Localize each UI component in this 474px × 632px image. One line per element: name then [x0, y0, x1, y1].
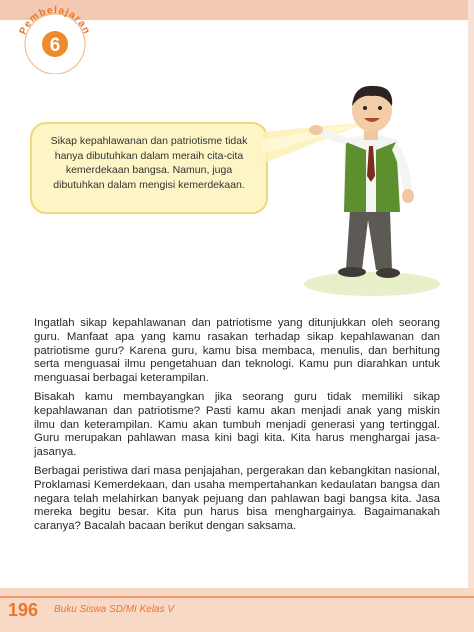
lesson-badge — [12, 4, 98, 74]
teacher-illustration — [300, 80, 450, 300]
page-edge — [468, 0, 474, 632]
body-text — [34, 317, 440, 539]
book-title: Buku Siswa SD/MI Kelas V — [54, 604, 175, 615]
speech-bubble — [30, 122, 268, 214]
paragraph: Bisakah kamu membayangkan jika seorang guru tidak memiliki sikap kepahlawanan dan patriotisme? Pasti kamu akan menjadi anak yang miskin ilmu dan keterampilan. Kamu akan tumbuh menjadi generasi yang tertinggal. Guru merupakan pahlawan masa kini bagi kita. Kita harus menghargai jasa-jasanya. — [34, 390, 440, 459]
paragraph: Ingatlah sikap kepahlawanan dan patriotisme yang ditunjukkan oleh seorang guru. Manfaat apa yang kamu rasakan terhadap sikap kepahlawanan dan patriotisme guru? Karena guru, kamu bisa membaca, menulis, dan berhitung serta menguasai ilmu pengetahuan dan teknologi. Kamu pun diarahkan untuk menguasai berbagai keterampilan. — [34, 317, 440, 385]
badge-label: Pembelajaran — [17, 4, 93, 37]
badge-number: 6 — [49, 35, 61, 56]
speech-bubble-text: Sikap kepahlawanan dan patriotisme tidak hanya dibutuhkan dalam meraih cita-cita kemerdekaan bangsa. Namun, juga dibutuhkan dalam mengisi kemerdekaan. — [50, 135, 248, 191]
footer-divider — [0, 596, 474, 598]
page-number: 196 — [8, 600, 39, 620]
paragraph: Berbagai peristiwa dari masa penjajahan, pergerakan dan kebangkitan nasional, Proklamasi Kemerdekaan, dan usaha mempertahankan kedaulatan bangsa dan negara telah melahirkan banyak pejuang dan pahlawan bagi bangsa kita. Jasa mereka begitu besar. Kita pun harus bisa menghargainya. Bagaimanakah caranya? Bacalah bacaan berikut dengan saksama. — [34, 464, 440, 533]
